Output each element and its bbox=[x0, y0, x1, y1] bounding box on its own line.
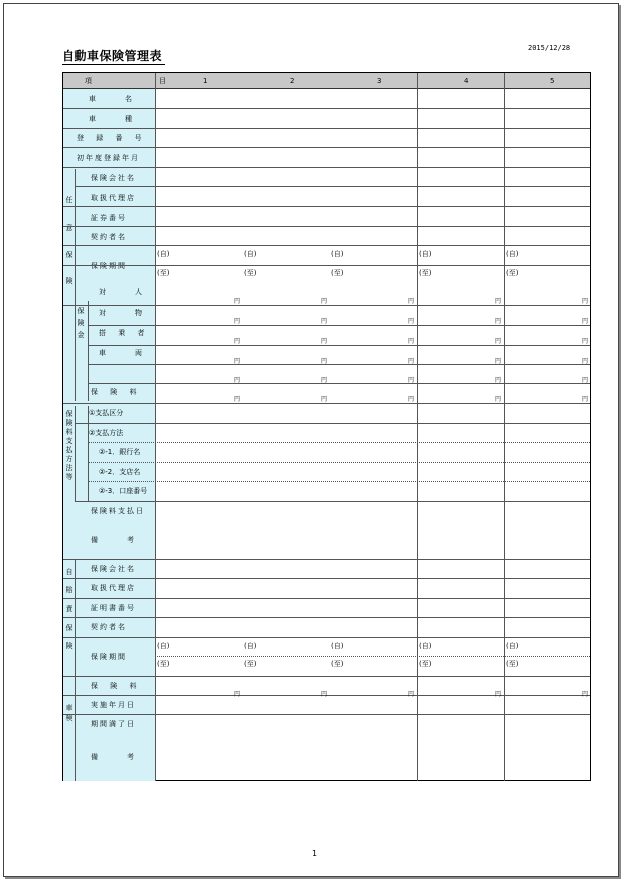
page-title: 自動車保険管理表 bbox=[62, 48, 165, 65]
label-pay-class: ①支払区分 bbox=[89, 409, 124, 417]
yen-unit: 円 bbox=[321, 377, 328, 384]
header-col-3: 3 bbox=[377, 77, 382, 85]
period-from: (自) bbox=[506, 250, 519, 258]
label-premium: 保 険 料 bbox=[91, 388, 142, 396]
header-col-4: 4 bbox=[464, 77, 469, 85]
grid-line bbox=[75, 423, 590, 424]
label-passenger: 搭 乗 者 bbox=[99, 329, 150, 337]
label-holder: 契約者名 bbox=[91, 233, 127, 241]
grid-line bbox=[63, 578, 590, 579]
yen-unit: 円 bbox=[495, 338, 502, 345]
label-car-type: 車 種 bbox=[89, 115, 137, 123]
label-ho: 保 bbox=[65, 251, 73, 259]
period-to: (至) bbox=[157, 660, 170, 668]
header-col-1: 1 bbox=[203, 77, 208, 85]
label-branch: ②-2．支店名 bbox=[99, 468, 141, 476]
period-to: (至) bbox=[244, 269, 257, 277]
period-to: (至) bbox=[157, 269, 170, 277]
date-label: 2015/12/28 bbox=[528, 44, 571, 52]
grid-line bbox=[63, 245, 590, 246]
header-col-2: 2 bbox=[290, 77, 295, 85]
grid-line bbox=[88, 364, 590, 365]
grid-line bbox=[88, 383, 590, 384]
label-ins-company: 保険会社名 bbox=[91, 174, 136, 182]
label-remarks: 備 考 bbox=[91, 536, 139, 544]
yen-unit: 円 bbox=[408, 377, 415, 384]
period-from: (自) bbox=[419, 642, 432, 650]
period-from: (自) bbox=[157, 642, 170, 650]
yen-unit: 円 bbox=[495, 691, 502, 698]
period-to: (至) bbox=[244, 660, 257, 668]
label-remarks2: 備 考 bbox=[91, 753, 139, 761]
yen-unit: 円 bbox=[408, 298, 415, 305]
yen-unit: 円 bbox=[234, 377, 241, 384]
grid-line bbox=[63, 305, 590, 306]
label-seki: 責 bbox=[65, 605, 73, 613]
label-cert-no: 証券番号 bbox=[91, 214, 127, 222]
period-from: (自) bbox=[157, 250, 170, 258]
label-ji: 自 bbox=[65, 568, 73, 576]
period-from: (自) bbox=[419, 250, 432, 258]
label-ci-period: 保険期間 bbox=[91, 653, 127, 661]
grid-line bbox=[63, 108, 590, 109]
label-expire-date: 期間満了日 bbox=[91, 720, 136, 728]
period-from: (自) bbox=[331, 642, 344, 650]
label-ken2: 険 bbox=[65, 642, 73, 650]
label-ken: 険 bbox=[65, 277, 73, 285]
yen-unit: 円 bbox=[495, 318, 502, 325]
grid-line-dotted bbox=[88, 442, 590, 443]
period-from: (自) bbox=[244, 642, 257, 650]
yen-unit: 円 bbox=[408, 396, 415, 403]
period-from: (自) bbox=[244, 250, 257, 258]
label-hokenkin: 保険金 bbox=[77, 307, 85, 339]
period-to: (至) bbox=[506, 660, 519, 668]
yen-unit: 円 bbox=[321, 396, 328, 403]
period-to: (至) bbox=[331, 269, 344, 277]
label-pay-date: 保険料支払日 bbox=[91, 507, 145, 515]
period-divider bbox=[155, 265, 590, 266]
document-page bbox=[3, 3, 619, 877]
label-i: 意 bbox=[65, 224, 73, 232]
yen-unit: 円 bbox=[582, 298, 589, 305]
yen-unit: 円 bbox=[582, 377, 589, 384]
page-number: 1 bbox=[312, 849, 318, 858]
period-from: (自) bbox=[506, 642, 519, 650]
yen-unit: 円 bbox=[408, 691, 415, 698]
label-account: ②-3．口座番号 bbox=[99, 487, 148, 495]
label-car-name: 車 名 bbox=[89, 95, 137, 103]
header-col-5: 5 bbox=[550, 77, 555, 85]
grid-line bbox=[63, 559, 590, 560]
yen-unit: 円 bbox=[234, 691, 241, 698]
label-bank: ②-1．銀行名 bbox=[99, 448, 141, 456]
yen-unit: 円 bbox=[408, 358, 415, 365]
grid-line bbox=[75, 501, 590, 502]
grid-line bbox=[63, 206, 590, 207]
label-person: 対 人 bbox=[99, 288, 147, 296]
label-ci-holder: 契約者名 bbox=[91, 623, 127, 631]
grid-line bbox=[63, 167, 590, 168]
label-inspect-date: 実施年月日 bbox=[91, 701, 136, 709]
label-nin: 任 bbox=[65, 196, 73, 204]
yen-unit: 円 bbox=[321, 691, 328, 698]
grid-line bbox=[63, 226, 590, 227]
label-agency: 取扱代理店 bbox=[91, 194, 136, 202]
grid-line bbox=[88, 345, 590, 346]
label-reg-no: 登 録 番 号 bbox=[77, 134, 147, 142]
label-pay-method: ②支払方法 bbox=[89, 429, 124, 437]
label-vehicle: 車 両 bbox=[99, 349, 147, 357]
label-shaken: 車検 bbox=[65, 704, 73, 722]
grid-line bbox=[63, 128, 590, 129]
yen-unit: 円 bbox=[495, 358, 502, 365]
yen-unit: 円 bbox=[234, 338, 241, 345]
yen-unit: 円 bbox=[582, 338, 589, 345]
label-property: 対 物 bbox=[99, 309, 147, 317]
grid-line-dotted bbox=[88, 462, 590, 463]
yen-unit: 円 bbox=[408, 338, 415, 345]
yen-unit: 円 bbox=[234, 318, 241, 325]
yen-unit: 円 bbox=[234, 396, 241, 403]
label-ci-premium: 保 険 料 bbox=[91, 682, 142, 690]
label-first-reg: 初年度登録年月 bbox=[77, 154, 140, 162]
yen-unit: 円 bbox=[495, 298, 502, 305]
grid-line bbox=[63, 676, 590, 677]
grid-line bbox=[63, 637, 590, 638]
grid-line bbox=[63, 598, 590, 599]
yen-unit: 円 bbox=[582, 691, 589, 698]
period-to: (至) bbox=[506, 269, 519, 277]
period-to: (至) bbox=[331, 660, 344, 668]
header-item: 項 目 bbox=[85, 77, 196, 85]
yen-unit: 円 bbox=[408, 318, 415, 325]
grid-line bbox=[63, 147, 590, 148]
insurance-table bbox=[62, 72, 591, 781]
grid-line bbox=[63, 617, 590, 618]
grid-line bbox=[75, 186, 590, 187]
period-to: (至) bbox=[419, 660, 432, 668]
label-ci-agency: 取扱代理店 bbox=[91, 584, 136, 592]
yen-unit: 円 bbox=[582, 318, 589, 325]
period-divider bbox=[155, 656, 590, 657]
label-ci-cert: 証明書番号 bbox=[91, 604, 136, 612]
label-period: 保険期間 bbox=[91, 262, 127, 270]
grid-line bbox=[63, 403, 590, 404]
yen-unit: 円 bbox=[495, 377, 502, 384]
period-from: (自) bbox=[331, 250, 344, 258]
label-ci-company: 保険会社名 bbox=[91, 565, 136, 573]
yen-unit: 円 bbox=[495, 396, 502, 403]
label-ho2: 保 bbox=[65, 624, 73, 632]
yen-unit: 円 bbox=[321, 298, 328, 305]
yen-unit: 円 bbox=[234, 298, 241, 305]
yen-unit: 円 bbox=[582, 396, 589, 403]
label-bai: 賠 bbox=[65, 586, 73, 594]
yen-unit: 円 bbox=[321, 358, 328, 365]
period-to: (至) bbox=[419, 269, 432, 277]
yen-unit: 円 bbox=[582, 358, 589, 365]
grid-line bbox=[88, 325, 590, 326]
label-payment-vertical: 保険料支払方法等 bbox=[65, 410, 73, 481]
grid-line bbox=[63, 714, 590, 715]
yen-unit: 円 bbox=[321, 318, 328, 325]
grid-line-dotted bbox=[88, 481, 590, 482]
yen-unit: 円 bbox=[234, 358, 241, 365]
yen-unit: 円 bbox=[321, 338, 328, 345]
